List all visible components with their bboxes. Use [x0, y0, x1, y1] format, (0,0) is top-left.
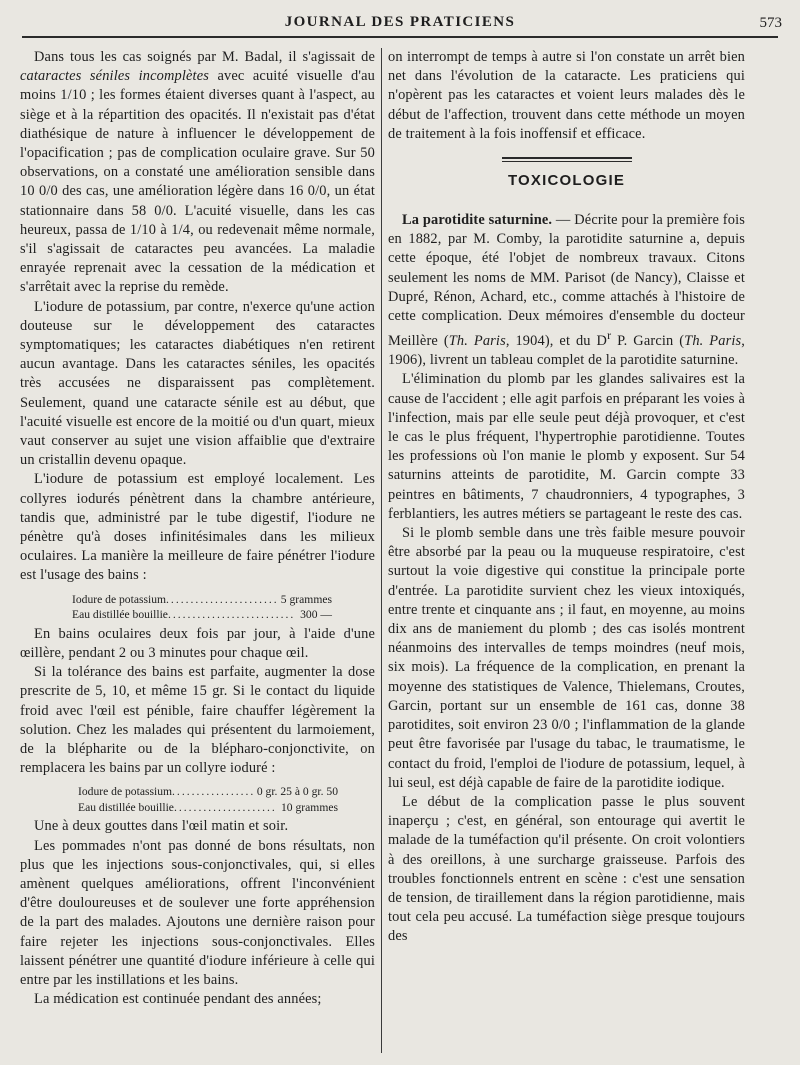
formula-quantity: 0 gr. 25 à 0 gr. 50 [256, 785, 338, 799]
paragraph: Le début de la complication passe le plus souvent inaperçu ; c'est, en général, son entourage qui avertit le malade de la tuméfaction qu'il présente. On croit volontiers à des oreillons, à une surcharge graisseuse. Parfois des troubles fonctionnels entrent en scène : c'est une sensation de tension, de tiraillement dans la région parotidienne, mais tout cela peu accusé. La tuméfaction siège presque toujours des [388, 793, 745, 945]
left-column [20, 48, 375, 1057]
journal-title: JOURNAL DES PRATICIENS [284, 14, 516, 30]
paragraph: Les pommades n'ont pas donné de bons résultats, non plus que les injections sous-conjonctivales, qui, si elles amènent quelques améliorations, offrent l'inconvénient d'être douloureuses et de soulever une forte appréhension de la part des malades. Ajoutons une dernière raison pour faire rejeter les injections sous-conjonctivales. Elles laissent pénétrer une quantité d'iodure inférieure à celle qui entre par les instillations et les bains. [20, 837, 375, 988]
text-span: — Décrite pour la première fois en 1882, par M. Comby, la parotidite saturnine a, depuis cette époque, été l'objet de nombreux travaux. Citons seulement les noms de MM. Parisot (de Nancy), Claisse et Dupré, Rénon, Achard, etc., comme attachés à l'histoire de cette complication. Deux mémoires d'ensemble du docteur Meillère ( [388, 212, 745, 350]
header-rule [22, 36, 778, 38]
page-number: 573 [759, 15, 782, 31]
leader-dots [174, 800, 277, 816]
prescription-formula-2 [78, 784, 338, 815]
paragraph: on interrompt de temps à autre si l'on constate un arrêt bien net dans l'évolution de la cataracte. Les praticiens qui n'opèrent pas les cataractes et voient leurs malades dès le début de l'affection, trouvent dans cette méthode un moyen de traitement à la fois inoffensif et efficace. [388, 49, 745, 142]
paragraph: L'élimination du plomb par les glandes salivaires est la cause de l'accident ; elle agit parfois en préparant les voies à l'infection, mais par elle seule peut déjà provoquer, et c'est le cas le plus fréquent, l'hypertrophie parotidienne. Toutes les professions où l'on manie le plomb y exposent. Sur 54 saturnins atteints de parotidite, M. Garcin compte 33 peintres en bâtiments, 7 chaudronniers, 4 typographes, 3 ferblantiers, les autres métiers se partageant le reste des cas. [388, 371, 745, 522]
rule-line [502, 157, 632, 159]
text-span: avec acuité visuelle d'au moins 1/10 ; les formes étaient diverses quant à l'aspect, au siège et à la répartition des opacités. Il n'existait pas d'état diathésique de nature à influencer le développement de l'opacification ; pas de complication oculaire grave. Sur 50 observations, on a constaté une amélioration sensible dans 10 0/0 des cas, une amélioration légère dans 16 0/0, un état stationnaire dans 58 0/0. L'acuité visuelle, dans les cas heureux, passa de 1/10 à 1/4, ou redevenait même normale, s'il s'agissait de cataractes peu avancées. La maladie enrayée reprenait avec la cessation de la médication et s'arrêtait avec la reprise du remède. [20, 68, 375, 296]
paragraph: Si la tolérance des bains est parfaite, augmenter la dose prescrite de 5, 10, et même 15 gr. Si le contact du liquide froid avec l'œil est pénible, faire chauffer légèrement la solution. Chez les malades qui présentent du larmoiement, de la blépharite ou de la blépharo-conjonctivite, on remplacera les bains par un collyre ioduré : [20, 664, 375, 777]
text-span: Dans tous les cas soignés par M. Badal, il s'agissait de [34, 49, 375, 65]
paragraph [388, 211, 745, 370]
emphasis: Th. Paris [448, 333, 506, 350]
emphasis: Th. Paris [684, 333, 742, 350]
right-column [388, 48, 745, 1057]
emphasis: cataractes séniles incomplètes [20, 68, 209, 85]
formula-ingredient: Eau distillée bouillie [72, 608, 168, 622]
section-heading: TOXICOLOGIE [507, 172, 626, 190]
formula-quantity: 300 — [300, 608, 332, 622]
formula-note: En bains oculaires deux fois par jour, à l'aide d'une œillère, pendant 2 ou 3 minutes pour chaque œil. [20, 625, 375, 661]
formula-ingredient: Iodure de potassium [78, 785, 173, 799]
formula-row [72, 592, 332, 608]
formula-row [72, 607, 332, 623]
leader-dots [172, 784, 253, 800]
superscript: r [607, 328, 612, 343]
formula-ingredient: Iodure de potassium [72, 592, 167, 606]
formula-note: Une à deux gouttes dans l'œil matin et soir. [34, 818, 289, 835]
text-span: , 1904), et du D [505, 333, 608, 350]
formula-row [78, 800, 338, 816]
paragraph [20, 48, 375, 298]
paragraph: Si le plomb semble dans une très faible mesure pouvoir être absorbé par la peau ou la muqueuse respiratoire, c'est surtout la voie digestive qui constitue la principale porte d'entrée. La parotidite survient chez les vieux intoxiqués, entre trente et cinquante ans ; il faut, en moyenne, au moins dix ans de maniement du plomb ; des cas isolés montrent néanmoins des intervalles de temps moindres (neuf mois, six mois). La fréquence de la complication, en prenant la moyenne des statistiques de Valence, Thielemans, Croutes, Garcin, portant sur un ensemble de 161 cas, donne 38 parotidites, soit environ 23 0/0 ; l'inflammation de la glande peut être favorisée par l'usage du tabac, le traumatisme, le contact du froid, l'emploi de l'iodure de potassium, lequel, à lui seul, est déjà capable de faire de la parotidite iodique. [388, 525, 745, 791]
text-span: P. Garcin ( [611, 333, 685, 350]
paragraph: L'iodure de potassium est employé localement. Les collyres iodurés pénètrent dans la chambre antérieure, tandis que, administré par le tube digestif, l'iodure ne pénètre qu'à doses infinitésimales dans les milieux oculaires. La manière la meilleure de faire pénétrer l'iodure est l'usage des bains : [20, 471, 375, 584]
page-header [18, 6, 782, 38]
column-divider [381, 48, 382, 1053]
leader-dots [168, 607, 296, 623]
paragraph-lead: La parotidite saturnine. [402, 212, 553, 229]
paragraph: La médication est continuée pendant des années; [34, 991, 322, 1008]
formula-quantity: 5 grammes [280, 592, 332, 606]
rule-line [502, 161, 632, 162]
formula-quantity: 10 grammes [281, 800, 338, 814]
leader-dots [166, 592, 277, 608]
paragraph: L'iodure de potassium, par contre, n'exerce qu'une action douteuse sur le développement des cataractes symptomatiques; les cataractes diabétiques n'en retirent aucun avantage. Dans les cataractes séniles, les opacités très accusées ne disparaissent pas complètement. Seulement, quand une cataracte sénile est au début, que l'acuité visuelle est encore de la moitié ou d'un quart, mieux vaut conserver au sujet une vision affaiblie que d'extraire un cristallin devenu opaque. [20, 298, 375, 469]
text-span: , 1906), livrent un tableau complet de la parotidite saturnine. [388, 333, 745, 369]
formula-row [78, 784, 338, 800]
formula-ingredient: Eau distillée bouillie [78, 800, 174, 814]
prescription-formula-1 [72, 592, 332, 623]
section-rule [502, 157, 632, 162]
